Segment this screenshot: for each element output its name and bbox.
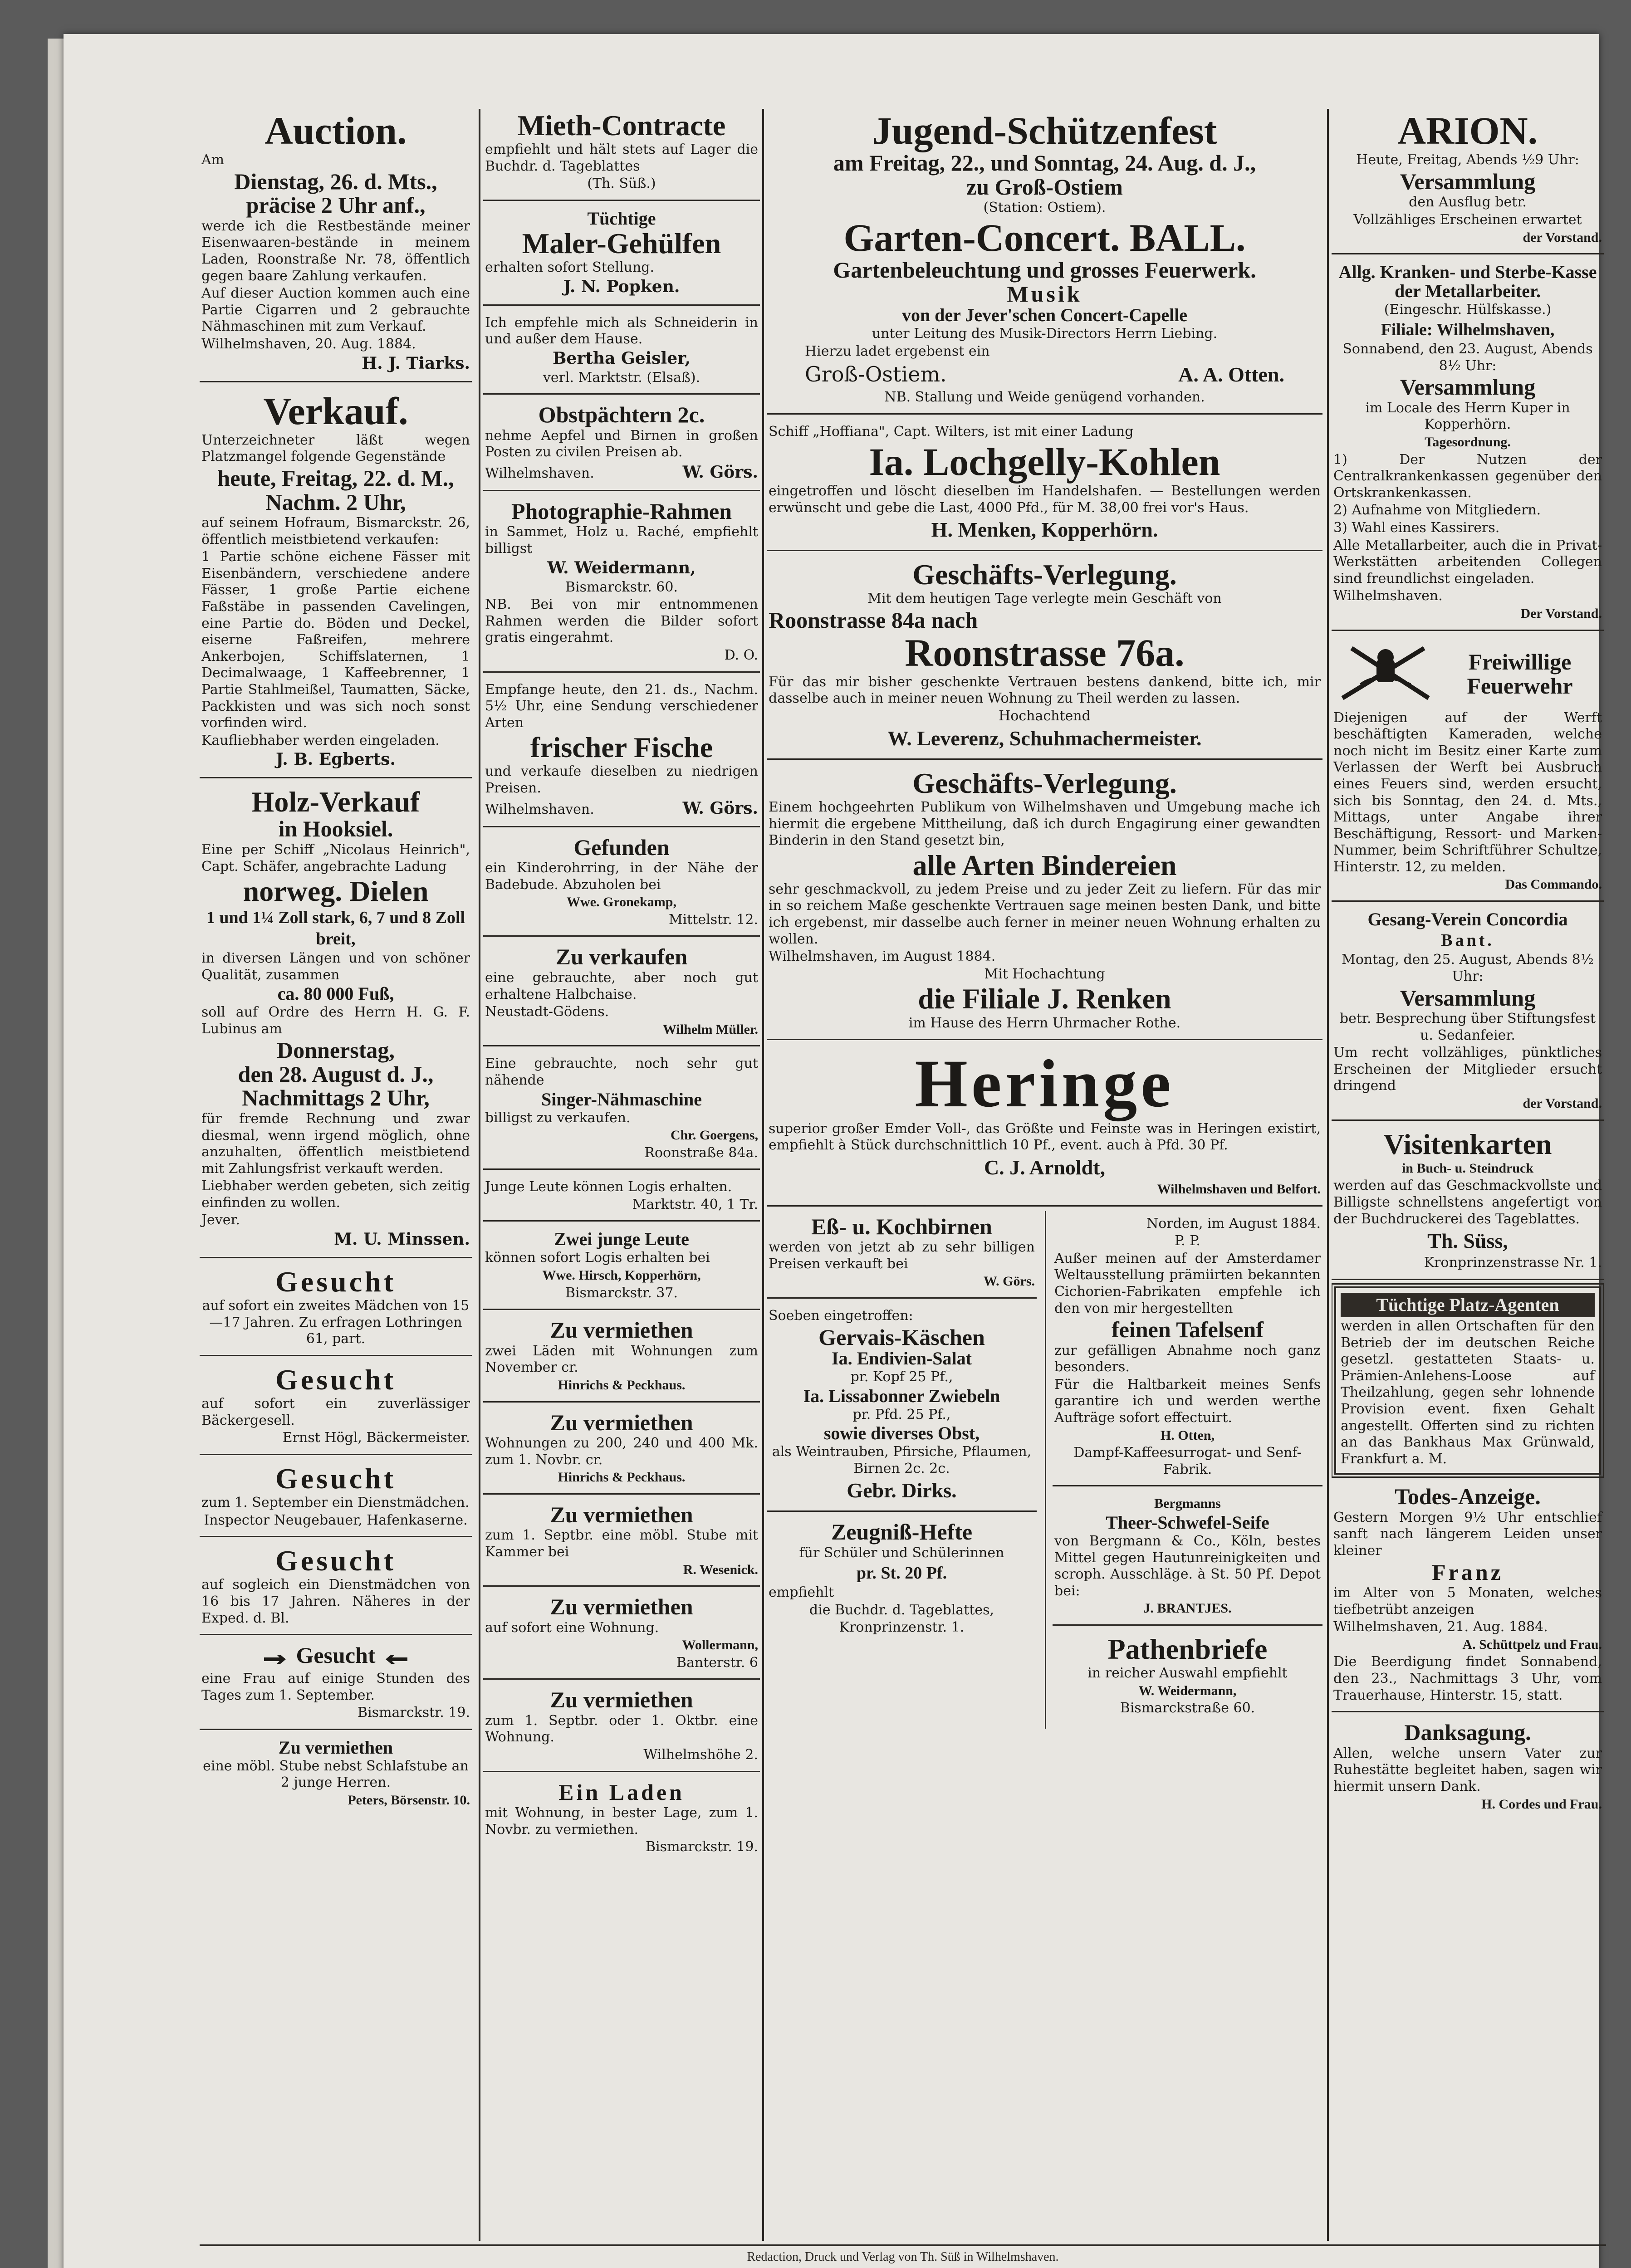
ad-otten bbox=[1053, 1211, 1322, 1487]
column-3 bbox=[767, 107, 1322, 1729]
ad-title: Tüchtige bbox=[587, 208, 656, 229]
fire-brigade-emblem-icon bbox=[1333, 639, 1438, 709]
ad-title: Todes-Anzeige. bbox=[1395, 1484, 1541, 1510]
ad-text: als Weintrauben, Pfirsiche, Pflaumen, Birnen 2c. 2c. bbox=[772, 1444, 1032, 1476]
ad-seife bbox=[1053, 1491, 1322, 1626]
ad-kohlen bbox=[767, 419, 1322, 551]
ad-signature: J. N. Popken. bbox=[563, 277, 680, 296]
ad-signature: Chr. Goergens, bbox=[670, 1128, 758, 1143]
ad-text: auf sofort eine Wohnung. bbox=[485, 1619, 659, 1636]
ad-gesucht bbox=[200, 1263, 472, 1356]
two-column-block bbox=[767, 1211, 1322, 1729]
left-subcolumn bbox=[767, 1211, 1037, 1729]
ad-place: zu Groß-Ostiem bbox=[966, 174, 1123, 200]
ad-text: Auf dieser Auction kommen auch eine Partie Cigarren und 2 gebrauchte Nähmaschinen mit zum Verkauf. bbox=[201, 285, 470, 335]
ad-signature: Peters, Börsenstr. 10. bbox=[348, 1793, 470, 1808]
column-rule bbox=[762, 109, 764, 2241]
ad-text: Dampf-Kaffeesurrogat- und Senf-Fabrik. bbox=[1073, 1445, 1302, 1477]
ad-address: Wilhelmshaven und Belfort. bbox=[1157, 1182, 1321, 1197]
ad-signature: Der Vorstand. bbox=[1520, 606, 1602, 621]
ad-text: Roonstrasse 84a nach bbox=[769, 607, 978, 633]
ad-highlight: Garten-Concert. BALL. bbox=[843, 215, 1246, 259]
ad-signature: J. B. Egberts. bbox=[276, 750, 396, 769]
ad-note: NB. Stallung und Weide genügend vorhanden. bbox=[884, 389, 1205, 406]
ad-metallarbeiter bbox=[1332, 259, 1604, 631]
ad-signature: H. Otten, bbox=[1160, 1427, 1215, 1443]
ad-title: Geschäfts-Verlegung. bbox=[912, 558, 1177, 591]
ad-title: Zu vermiethen bbox=[550, 1317, 693, 1343]
ad-text: mit Wohnung, in bester Lage, zum 1. Novbr. zu vermiethen. bbox=[485, 1805, 758, 1838]
ad-text: Mit Hochachtung bbox=[984, 966, 1105, 982]
column-rule bbox=[1327, 109, 1329, 2241]
ad-title: Gefunden bbox=[573, 834, 670, 860]
ad-subtitle: in Buch- u. Steindruck bbox=[1401, 1160, 1534, 1176]
ad-danksagung bbox=[1332, 1717, 1604, 1820]
ad-text: Außer meinen auf der Amsterdamer Weltausstellung prämiirten bekannten Cichorien-Fabrikaten empfehle ich den von mir hergestellten bbox=[1054, 1250, 1321, 1316]
ad-text: Unterzeichneter läßt wegen Platzmangel folgende Gegenstände bbox=[201, 432, 470, 465]
ad-signature: D. O. bbox=[724, 647, 758, 663]
ad-price: pr. St. 20 Pf. bbox=[856, 1563, 947, 1583]
ad-logis bbox=[483, 1226, 760, 1310]
ad-text: auf sofort ein zweites Mädchen von 15—17 Jahren. Zu erfragen Lothringen 61, part. bbox=[202, 1298, 470, 1347]
ad-title: Heringe bbox=[915, 1046, 1175, 1122]
column-4 bbox=[1332, 107, 1604, 1824]
ad-time: Nachmittags 2 Uhr, bbox=[242, 1085, 430, 1111]
ad-text: werde ich die Restbestände meiner Eisenwaaren-bestände in meinem Laden, Roonstraße Nr. 78, öffentlich gegen baare Zahlung verkaufen. bbox=[201, 218, 470, 284]
ad-auction bbox=[200, 107, 472, 382]
ad-text: auf sofort ein zuverlässiger Bäckergesell. bbox=[201, 1396, 470, 1428]
ad-highlight: alle Arten Bindereien bbox=[912, 849, 1177, 881]
pointing-hand-icon bbox=[263, 1646, 290, 1670]
ad-maler bbox=[483, 205, 760, 306]
ad-zu-vermiethen bbox=[483, 1499, 760, 1587]
ad-visitenkarten bbox=[1332, 1125, 1604, 1280]
ad-address: Bismarckstr. 19. bbox=[358, 1705, 470, 1721]
ad-logis bbox=[483, 1174, 760, 1222]
ad-title: Zu vermiethen bbox=[550, 1594, 693, 1620]
ad-subtitle: (Eingeschr. Hülfskasse.) bbox=[1384, 302, 1552, 318]
ad-item: Ia. Endivien-Salat bbox=[832, 1348, 972, 1369]
ad-text: in diversen Längen und von schöner Qualität, zusammen bbox=[201, 950, 470, 983]
ad-highlight: Versammlung bbox=[1400, 985, 1536, 1011]
ad-title: ARION. bbox=[1397, 109, 1538, 152]
ad-text: betr. Besprechung über Stiftungsfest u. Sedanfeier. bbox=[1339, 1011, 1596, 1043]
ad-item: sowie diverses Obst, bbox=[823, 1423, 980, 1444]
ad-platz-agenten bbox=[1334, 1286, 1601, 1475]
ad-vermieten bbox=[200, 1735, 472, 1816]
ad-address: Bismarckstr. 60. bbox=[565, 579, 678, 595]
ad-text: eine gebrauchte, aber noch gut erhaltene Halbchaise. bbox=[485, 969, 758, 1002]
ad-address: Marktstr. 40, 1 Tr. bbox=[632, 1196, 758, 1212]
ad-time: Nachm. 2 Uhr, bbox=[265, 489, 406, 515]
ad-date: heute, Freitag, 22. d. M., bbox=[217, 465, 454, 491]
ad-title: Zwei junge Leute bbox=[554, 1229, 689, 1250]
ad-text: empfiehlt bbox=[769, 1584, 834, 1600]
ad-signature: Hinrichs & Peckhaus. bbox=[558, 1470, 686, 1485]
ad-title-text: Gesucht bbox=[296, 1642, 376, 1668]
ad-price: pr. Pfd. 25 Pf., bbox=[852, 1406, 951, 1422]
ad-spec: 1 und 1¼ Zoll stark, 6, 7 und 8 Zoll breit, bbox=[206, 908, 465, 948]
ad-text: zum 1. September ein Dienstmädchen. bbox=[201, 1495, 470, 1511]
ad-signature: W. Weidermann, bbox=[1138, 1683, 1237, 1698]
ad-title: Geschäfts-Verlegung. bbox=[912, 767, 1177, 799]
ad-signature: Hinrichs & Peckhaus. bbox=[558, 1377, 686, 1393]
ad-signature: (Th. Süß.) bbox=[587, 176, 656, 192]
ad-gesucht bbox=[200, 1460, 472, 1537]
ad-text: eingetroffen und löscht dieselben im Handelshafen. — Bestellungen werden erwünscht und gebe die Last, 4000 Pfd., für M. 38,00 frei vor's Haus. bbox=[769, 483, 1321, 516]
ad-title: Jugend-Schützenfest bbox=[872, 109, 1217, 152]
ad-text: eine Frau auf einige Stunden des Tages zum 1. September. bbox=[201, 1671, 470, 1703]
ad-title: Mieth-Contracte bbox=[517, 109, 726, 142]
ad-text: zwei Läden mit Wohnungen zum November cr. bbox=[485, 1343, 758, 1376]
ad-signature: Th. Süss, bbox=[1427, 1229, 1508, 1253]
ad-signature: Gebr. Dirks. bbox=[847, 1479, 957, 1502]
ad-text: Gestern Morgen 9½ Uhr entschlief sanft nach längerem Leiden unser kleiner bbox=[1333, 1509, 1602, 1559]
ad-date: Montag, den 25. August, Abends 8½ Uhr: bbox=[1342, 952, 1594, 985]
ad-place: im Locale des Herrn Kuper in Kopperhörn. bbox=[1365, 400, 1570, 433]
ad-text: Alle Metallarbeiter, auch die in Privat-Werkstätten arbeitenden Collegen sind freundlichst eingeladen. bbox=[1333, 537, 1602, 587]
ad-date: den 28. August d. J., bbox=[238, 1061, 434, 1087]
ad-signature: Wollermann, bbox=[682, 1637, 758, 1653]
ad-date: Sonnabend, den 23. August, Abends 8½ Uhr: bbox=[1342, 341, 1593, 374]
ad-highlight: Musik bbox=[1007, 281, 1082, 307]
ad-signature: C. J. Arnoldt, bbox=[984, 1155, 1106, 1179]
ad-title: Gesucht bbox=[275, 1545, 396, 1577]
ad-text: den Ausflug betr. bbox=[1409, 194, 1527, 210]
ad-text: Gartenbeleuchtung und grosses Feuerwerk. bbox=[833, 257, 1256, 283]
ad-text: (Station: Ostiem). bbox=[983, 200, 1106, 216]
ad-place: Wilhelmshaven, 20. Aug. 1884. bbox=[201, 336, 416, 352]
ad-place: Wilhelmshaven. bbox=[1333, 588, 1443, 604]
ad-date: Donnerstag, bbox=[277, 1037, 395, 1063]
ad-text: sehr geschmackvoll, zu jedem Preise und zu jeder Zeit zu liefern. Für das mir in so reichem Maße geschenkte Vertrauen sage meinen besten Dank, und bitte ich ergebenst, mir dasselbe auch ferner in meiner neuen Wohnung erhalten zu wollen. bbox=[769, 881, 1321, 947]
ad-obst bbox=[483, 399, 760, 491]
ad-text: superior großer Emder Voll-, das Größte und Feinste was in Heringen existirt, empfiehlt à Stück durchschnittlich 10 Pf., event. auch à Pfd. 30 Pf. bbox=[769, 1120, 1321, 1154]
ad-place: Neustadt-Gödens. bbox=[485, 1004, 609, 1020]
ad-place: Norden, im August 1884. bbox=[1146, 1215, 1321, 1232]
ad-item: norweg. Dielen bbox=[243, 875, 429, 908]
ad-signature: H. J. Tiarks. bbox=[362, 353, 470, 373]
column-rule bbox=[479, 109, 480, 2241]
ad-gesucht bbox=[200, 1361, 472, 1455]
ad-subtitle: Bant. bbox=[1441, 931, 1494, 950]
ad-place: Jever. bbox=[201, 1212, 240, 1228]
ad-signature: die Buchdr. d. Tageblattes, bbox=[809, 1602, 994, 1618]
ad-title: Tüchtige Platz-Agenten bbox=[1341, 1293, 1595, 1317]
ad-zu-vermiethen bbox=[483, 1591, 760, 1680]
ad-text: zum 1. Septbr. eine möbl. Stube mit Kammer bei bbox=[485, 1527, 758, 1560]
ad-text: werden in allen Ortschaften für den Betrieb der im deutschen Reiche gesetzl. gestatteten Staats- u. Prämien-Anlehens-Loose auf Theilzahlung, gegen sehr lohnende Provision event. fixen Gehalt angestellt. Offerten sind zu richten an das Bankhaus Max Grünwald, Frankfurt a. M. bbox=[1341, 1318, 1595, 1467]
ad-text: Hierzu ladet ergebenst ein bbox=[805, 343, 990, 359]
ad-price: pr. Kopf 25 Pf., bbox=[850, 1369, 953, 1385]
ad-text: auf seinem Hofraum, Bismarckstr. 26, öffentlich meistbietend verkaufen: bbox=[201, 515, 470, 547]
ad-fische bbox=[483, 677, 760, 827]
ad-address: Banterstr. 6 bbox=[676, 1654, 758, 1671]
ad-title: Eß- u. Kochbirnen bbox=[811, 1213, 992, 1239]
ad-text: Mit dem heutigen Tage verlegte mein Geschäft von bbox=[867, 591, 1222, 607]
ad-title: Verkauf. bbox=[263, 389, 408, 433]
ad-note: NB. Bei von mir entnommenen Rahmen werden die Bilder sofort gratis eingerahmt. bbox=[485, 596, 758, 646]
ad-text: Heute, Freitag, Abends ½9 Uhr: bbox=[1356, 152, 1579, 168]
ad-text: und verkaufe dieselben zu niedrigen Preisen. bbox=[485, 763, 758, 797]
ad-text: Vollzähliges Erscheinen erwartet bbox=[1353, 211, 1582, 228]
ad-singer bbox=[483, 1051, 760, 1170]
ad-signature: H. Cordes und Frau. bbox=[1481, 1796, 1602, 1812]
ad-title: Theer-Schwefel-Seife bbox=[1106, 1512, 1269, 1533]
ad-title: Singer-Nähmaschine bbox=[541, 1089, 702, 1110]
ad-text: Kaufliebhaber werden eingeladen. bbox=[201, 732, 440, 748]
ad-text: Die Beerdigung findet Sonnabend, den 23., Nachmittags 3 Uhr, vom Trauerhause, Hinterstr. 15, statt. bbox=[1333, 1654, 1602, 1703]
ad-place: Wilhelmshaven. bbox=[485, 465, 594, 482]
ad-subtitle: in Hooksiel. bbox=[278, 816, 393, 842]
ad-schuetzenfest bbox=[767, 107, 1322, 415]
ad-text: Eine gebrauchte, noch sehr gut nähende bbox=[485, 1056, 758, 1088]
ad-signature: W. Görs. bbox=[682, 463, 758, 482]
ad-text: ein Kinderohrring, in der Nähe der Badebude. Abzuholen bei bbox=[485, 860, 758, 893]
ad-address: Bismarckstraße 60. bbox=[1120, 1700, 1255, 1716]
ad-signature: Wwe. Gronekamp, bbox=[567, 894, 676, 910]
ad-signature: der Vorstand. bbox=[1523, 230, 1602, 245]
ad-text: billigst zu verkaufen. bbox=[485, 1110, 631, 1126]
ad-signature: die Filiale J. Renken bbox=[918, 982, 1171, 1015]
ad-text: im Alter von 5 Monaten, welches tiefbetrübt anzeigen bbox=[1333, 1585, 1602, 1618]
ad-address: Wilhelmshöhe 2. bbox=[643, 1747, 758, 1763]
ad-signature: Das Commando. bbox=[1505, 877, 1602, 892]
ad-signature: W. Görs. bbox=[682, 798, 758, 818]
ad-text: Allen, welche unsern Vater zur Ruhestätte begleitet haben, sagen wir hiermit unsern Dank. bbox=[1333, 1745, 1602, 1794]
imprint: Redaction, Druck und Verlag von Th. Süß in Wilhelmshaven. bbox=[747, 2250, 1059, 2264]
ad-text: nehme Aepfel und Birnen in großen Posten zu civilen Preisen ab. bbox=[485, 427, 758, 460]
ad-zu-vermiethen bbox=[483, 1315, 760, 1402]
ad-text: in reicher Auswahl empfiehlt bbox=[1087, 1665, 1288, 1681]
ad-verlegung-leverenz bbox=[767, 556, 1322, 759]
ad-dirks bbox=[767, 1303, 1037, 1512]
ad-signature: der Vorstand. bbox=[1523, 1096, 1602, 1111]
ad-text: 1 Partie schöne eichene Fässer mit Eisenbändern, verschiedene andere Fässer, 1 große Partie eichene Faßstäbe in passenden Cavelingen, eine Partie do. Böden und Deckel, eiserne Faßreifen, mehrere Ankerbojen, Schiffslaternen, 1 Decimalwaage, 1 Kaffeebrenner, 1 Partie Stahlmeißel, Taumatten, Säcke, Packkisten und was sich noch sonst vorfinden wird. bbox=[201, 549, 470, 731]
ad-text: empfiehlt und hält stets auf Lager die Buchdr. d. Tageblattes bbox=[485, 142, 758, 174]
column-1 bbox=[200, 107, 472, 1821]
ad-title: Zu vermiethen bbox=[550, 1687, 693, 1713]
ad-address: Kronprinzenstr. 1. bbox=[839, 1619, 965, 1636]
ad-subtitle: für Schüler und Schülerinnen bbox=[799, 1545, 1004, 1561]
ad-signature: R. Wesenick. bbox=[683, 1562, 758, 1577]
ad-text: Schiff „Hoffiana", Capt. Wilters, ist mit einer Ladung bbox=[769, 424, 1134, 440]
ad-title: Zu vermiethen bbox=[550, 1501, 693, 1527]
ad-text: Diejenigen auf der Werft beschäftigten Kameraden, welche noch nicht im Besitz einer Karte zum Verlassen der Werft bei Ausbruch eines Feuers sind, werden ersucht, sich bis Sonntag, den 24. d. Mts., Mittags, unter Angabe ihrer Beschäftigung, Ressort- und Marken-Nummer, beim Schriftführer Schultze, Hinterstr. 12, zu melden. bbox=[1333, 709, 1602, 875]
ad-text: in Sammet, Holz u. Raché, empfiehlt billigst bbox=[485, 524, 758, 557]
pointing-hand-icon bbox=[381, 1646, 408, 1670]
ad-heringe bbox=[767, 1045, 1322, 1206]
ad-text: Um recht vollzähliges, pünktliches Erscheinen der Mitglieder ersucht dringend bbox=[1333, 1045, 1602, 1094]
ad-address: verl. Marktstr. (Elsaß). bbox=[543, 369, 700, 386]
ad-item: Ia. Lissabonner Zwiebeln bbox=[803, 1385, 1000, 1406]
ad-title: Obstpächtern 2c. bbox=[538, 402, 705, 428]
ad-title: Freiwillige Feuerwehr bbox=[1467, 649, 1573, 699]
ad-subtitle: Tagesordnung. bbox=[1425, 435, 1511, 450]
ad-text: erhalten sofort Stellung. bbox=[485, 259, 655, 276]
ad-photo-rahmen bbox=[483, 496, 760, 673]
ad-text: Ich empfehle mich als Schneiderin in und außer dem Hause. bbox=[485, 314, 758, 347]
ad-ein-laden bbox=[483, 1777, 760, 1863]
ad-title: Zeugniß-Hefte bbox=[831, 1519, 973, 1545]
ad-text: Bergmanns bbox=[1154, 1496, 1221, 1511]
ad-text: Für die Haltbarkeit meines Senfs garantire ich und werden werthe Aufträge sofort effectuirt. bbox=[1054, 1376, 1321, 1426]
ad-title: Gesang-Verein Concordia bbox=[1367, 909, 1568, 930]
ad-signature: Bertha Geisler, bbox=[552, 348, 691, 368]
ad-signature: J. BRANTJES. bbox=[1143, 1601, 1232, 1616]
agenda-item: 3) Wahl eines Kassirers. bbox=[1333, 519, 1500, 536]
ad-birnen bbox=[767, 1211, 1037, 1299]
ad-arion bbox=[1332, 107, 1604, 254]
ad-time: präcise 2 Uhr anf., bbox=[246, 192, 426, 218]
ad-text: Junge Leute können Logis erhalten. bbox=[485, 1179, 732, 1195]
ad-highlight: Versammlung bbox=[1400, 374, 1536, 400]
ad-text: Wohnungen zu 200, 240 und 400 Mk. zum 1. Novbr. cr. bbox=[485, 1435, 758, 1468]
agenda-item: 2) Aufnahme von Mitgliedern. bbox=[1333, 502, 1541, 518]
ad-address: Kronprinzenstrasse Nr. 1. bbox=[1424, 1255, 1602, 1271]
ad-text: zur gefälligen Abnahme noch ganz besonders. bbox=[1054, 1342, 1321, 1375]
ad-signature: W. Weidermann, bbox=[547, 558, 696, 577]
ad-highlight: Versammlung bbox=[1400, 168, 1536, 194]
ad-feuerwehr bbox=[1332, 635, 1604, 902]
ad-signature: W. Leverenz, Schuhmachermeister. bbox=[887, 726, 1202, 750]
ad-highlight: Franz bbox=[1432, 1559, 1504, 1585]
ad-gefunden bbox=[483, 832, 760, 937]
ad-title: Pathenbriefe bbox=[1107, 1633, 1268, 1665]
ad-title bbox=[201, 1643, 470, 1670]
ad-verlegung-renken bbox=[767, 764, 1322, 1041]
ad-text: P. P. bbox=[1175, 1233, 1200, 1249]
ad-title: Zu vermiethen bbox=[550, 1409, 693, 1435]
ad-text: Einem hochgeehrten Publikum von Wilhelmshaven und Umgebung mache ich hiermit die ergebene Mittheilung, daß ich durch Engagirung einer gewandten Binderin in den Stand gesetzt bin, bbox=[769, 799, 1321, 849]
ad-text: von Bergmann & Co., Köln, bestes Mittel gegen Hautunreinigkeiten und scroph. Ausschläge. à St. 50 Pf. Depot bei: bbox=[1054, 1533, 1321, 1599]
ad-zu-vermiethen bbox=[483, 1407, 760, 1495]
ad-text: im Hause des Herrn Uhrmacher Rothe. bbox=[908, 1015, 1181, 1031]
ad-place: Wilhelmshaven, im August 1884. bbox=[769, 948, 996, 965]
ad-title: Ein Laden bbox=[558, 1779, 685, 1805]
ad-holz bbox=[200, 783, 472, 1258]
ad-signature: A. A. Otten. bbox=[1178, 363, 1284, 386]
ad-text: werden von jetzt ab zu sehr billigen Preisen verkauft bei bbox=[769, 1239, 1035, 1272]
ad-signature: W. Görs. bbox=[983, 1274, 1035, 1289]
ad-title: Zu vermiethen bbox=[278, 1737, 393, 1758]
page-edge bbox=[48, 39, 66, 2268]
right-subcolumn bbox=[1045, 1211, 1322, 1729]
ad-text: Liebhaber werden gebeten, sich zeitig einfinden zu wollen. bbox=[201, 1178, 470, 1211]
ad-text: soll auf Ordre des Herrn H. G. F. Lubinus am bbox=[201, 1004, 470, 1037]
column-2 bbox=[483, 107, 760, 1867]
ad-signature: Wilhelm Müller. bbox=[663, 1022, 758, 1037]
ad-text: auf sogleich ein Dienstmädchen von 16 bis 17 Jahren. Näheres in der Exped. d. Bl. bbox=[201, 1577, 470, 1626]
ad-title: Photographie-Rahmen bbox=[511, 498, 732, 524]
ad-text: werden auf das Geschmackvollste und Billigste schnellstens angefertigt von der Buchdruckerei des Tageblattes. bbox=[1333, 1178, 1602, 1227]
ad-signature: H. Menken, Kopperhörn. bbox=[931, 518, 1158, 542]
ad-text: Filiale: Wilhelmshaven, bbox=[1381, 320, 1555, 339]
ad-address: Roonstraße 84a. bbox=[644, 1144, 758, 1161]
ad-item: Gervais-Käschen bbox=[818, 1324, 985, 1350]
ad-title: Visitenkarten bbox=[1383, 1128, 1552, 1160]
ad-quantity: ca. 80 000 Fuß, bbox=[277, 983, 394, 1004]
ad-title: Allg. Kranken- und Sterbe-Kasse der Metallarbeiter. bbox=[1338, 262, 1597, 302]
ad-title: Gesucht bbox=[275, 1363, 396, 1396]
ad-address: Mittelstr. 12. bbox=[668, 911, 758, 928]
ad-todes-anzeige bbox=[1332, 1481, 1604, 1712]
ad-text: Hochachtend bbox=[999, 708, 1091, 724]
agenda-item: 1) Der Nutzen der Centralkrankenkassen gegenüber den Ortskrankenkassen. bbox=[1333, 451, 1602, 501]
ad-address: Bismarckstr. 37. bbox=[565, 1285, 678, 1301]
ad-title: Gesucht bbox=[275, 1265, 396, 1298]
ad-text: von der Jever'schen Concert-Capelle bbox=[901, 305, 1188, 326]
ad-text: Eine per Schiff „Nicolaus Heinrich", Capt. Schäfer, angebrachte Ladung bbox=[201, 841, 470, 875]
ad-title: Maler-Gehülfen bbox=[522, 227, 721, 259]
ad-title: Danksagung. bbox=[1404, 1720, 1531, 1745]
ad-text: Soeben eingetroffen: bbox=[769, 1307, 913, 1324]
ad-title: Gesucht bbox=[275, 1462, 396, 1495]
ad-title: frischer Fische bbox=[530, 731, 713, 764]
ad-signature: M. U. Minssen. bbox=[334, 1230, 470, 1249]
ad-mieth-contracte bbox=[483, 107, 760, 201]
ad-highlight: Roonstrasse 76a. bbox=[905, 631, 1185, 675]
ad-concordia bbox=[1332, 906, 1604, 1121]
ad-pathenbriefe bbox=[1053, 1630, 1322, 1724]
ad-text: Am bbox=[201, 152, 225, 168]
ad-signature: Inspector Neugebauer, Hafenkaserne. bbox=[204, 1512, 468, 1528]
ad-text: Für das mir bisher geschenkte Vertrauen bestens dankend, bitte ich, mir dasselbe auch in meiner neuen Wohnung zu Theil werden zu lassen. bbox=[769, 674, 1321, 707]
ad-signature: Ernst Högl, Bäckermeister. bbox=[282, 1430, 470, 1446]
footer-rule bbox=[200, 2244, 1606, 2246]
ad-title: feinen Tafelsenf bbox=[1112, 1317, 1264, 1343]
ad-title: Auction. bbox=[264, 109, 407, 152]
ad-text: zum 1. Septbr. oder 1. Oktbr. eine Wohnung. bbox=[485, 1712, 758, 1745]
ad-date: Dienstag, 26. d. Mts., bbox=[234, 168, 437, 194]
ad-text: unter Leitung des Musik-Directors Herrn Liebing. bbox=[872, 326, 1218, 342]
ad-verkauf bbox=[200, 387, 472, 779]
ad-zu-verkaufen bbox=[483, 941, 760, 1046]
ad-title: Zu verkaufen bbox=[555, 944, 688, 970]
ad-title: Ia. Lochgelly-Kohlen bbox=[869, 440, 1220, 484]
ad-text: können sofort Logis erhalten bei bbox=[485, 1250, 710, 1266]
ad-date: am Freitag, 22., und Sonntag, 24. Aug. d. J., bbox=[833, 150, 1256, 176]
ad-place: Wilhelmshaven. bbox=[485, 801, 594, 817]
ad-gesucht bbox=[200, 1542, 472, 1635]
ad-text: für fremde Rechnung und zwar diesmal, wenn irgend möglich, ohne anzuhalten, öffentlich meistbietend mit Zahlungsfrist verkauft werden. bbox=[201, 1110, 470, 1177]
ad-schneiderin bbox=[483, 310, 760, 395]
ad-hefte bbox=[767, 1516, 1037, 1643]
ad-title: Holz-Verkauf bbox=[251, 786, 420, 818]
ad-text: Empfange heute, den 21. ds., Nachm. 5½ Uhr, eine Sendung verschiedener Arten bbox=[485, 681, 758, 731]
ad-gesucht bbox=[200, 1640, 472, 1730]
ad-signature: A. Schüttpelz und Frau. bbox=[1462, 1637, 1602, 1652]
ad-address: Bismarckstr. 19. bbox=[646, 1839, 758, 1855]
ad-signature: Wwe. Hirsch, Kopperhörn, bbox=[542, 1268, 701, 1283]
ad-text: eine möbl. Stube nebst Schlafstube an 2 junge Herren. bbox=[203, 1758, 469, 1791]
ad-place: Wilhelmshaven, 21. Aug. 1884. bbox=[1333, 1619, 1548, 1635]
ad-place: Groß-Ostiem. bbox=[805, 362, 947, 387]
ad-zu-vermiethen bbox=[483, 1684, 760, 1772]
